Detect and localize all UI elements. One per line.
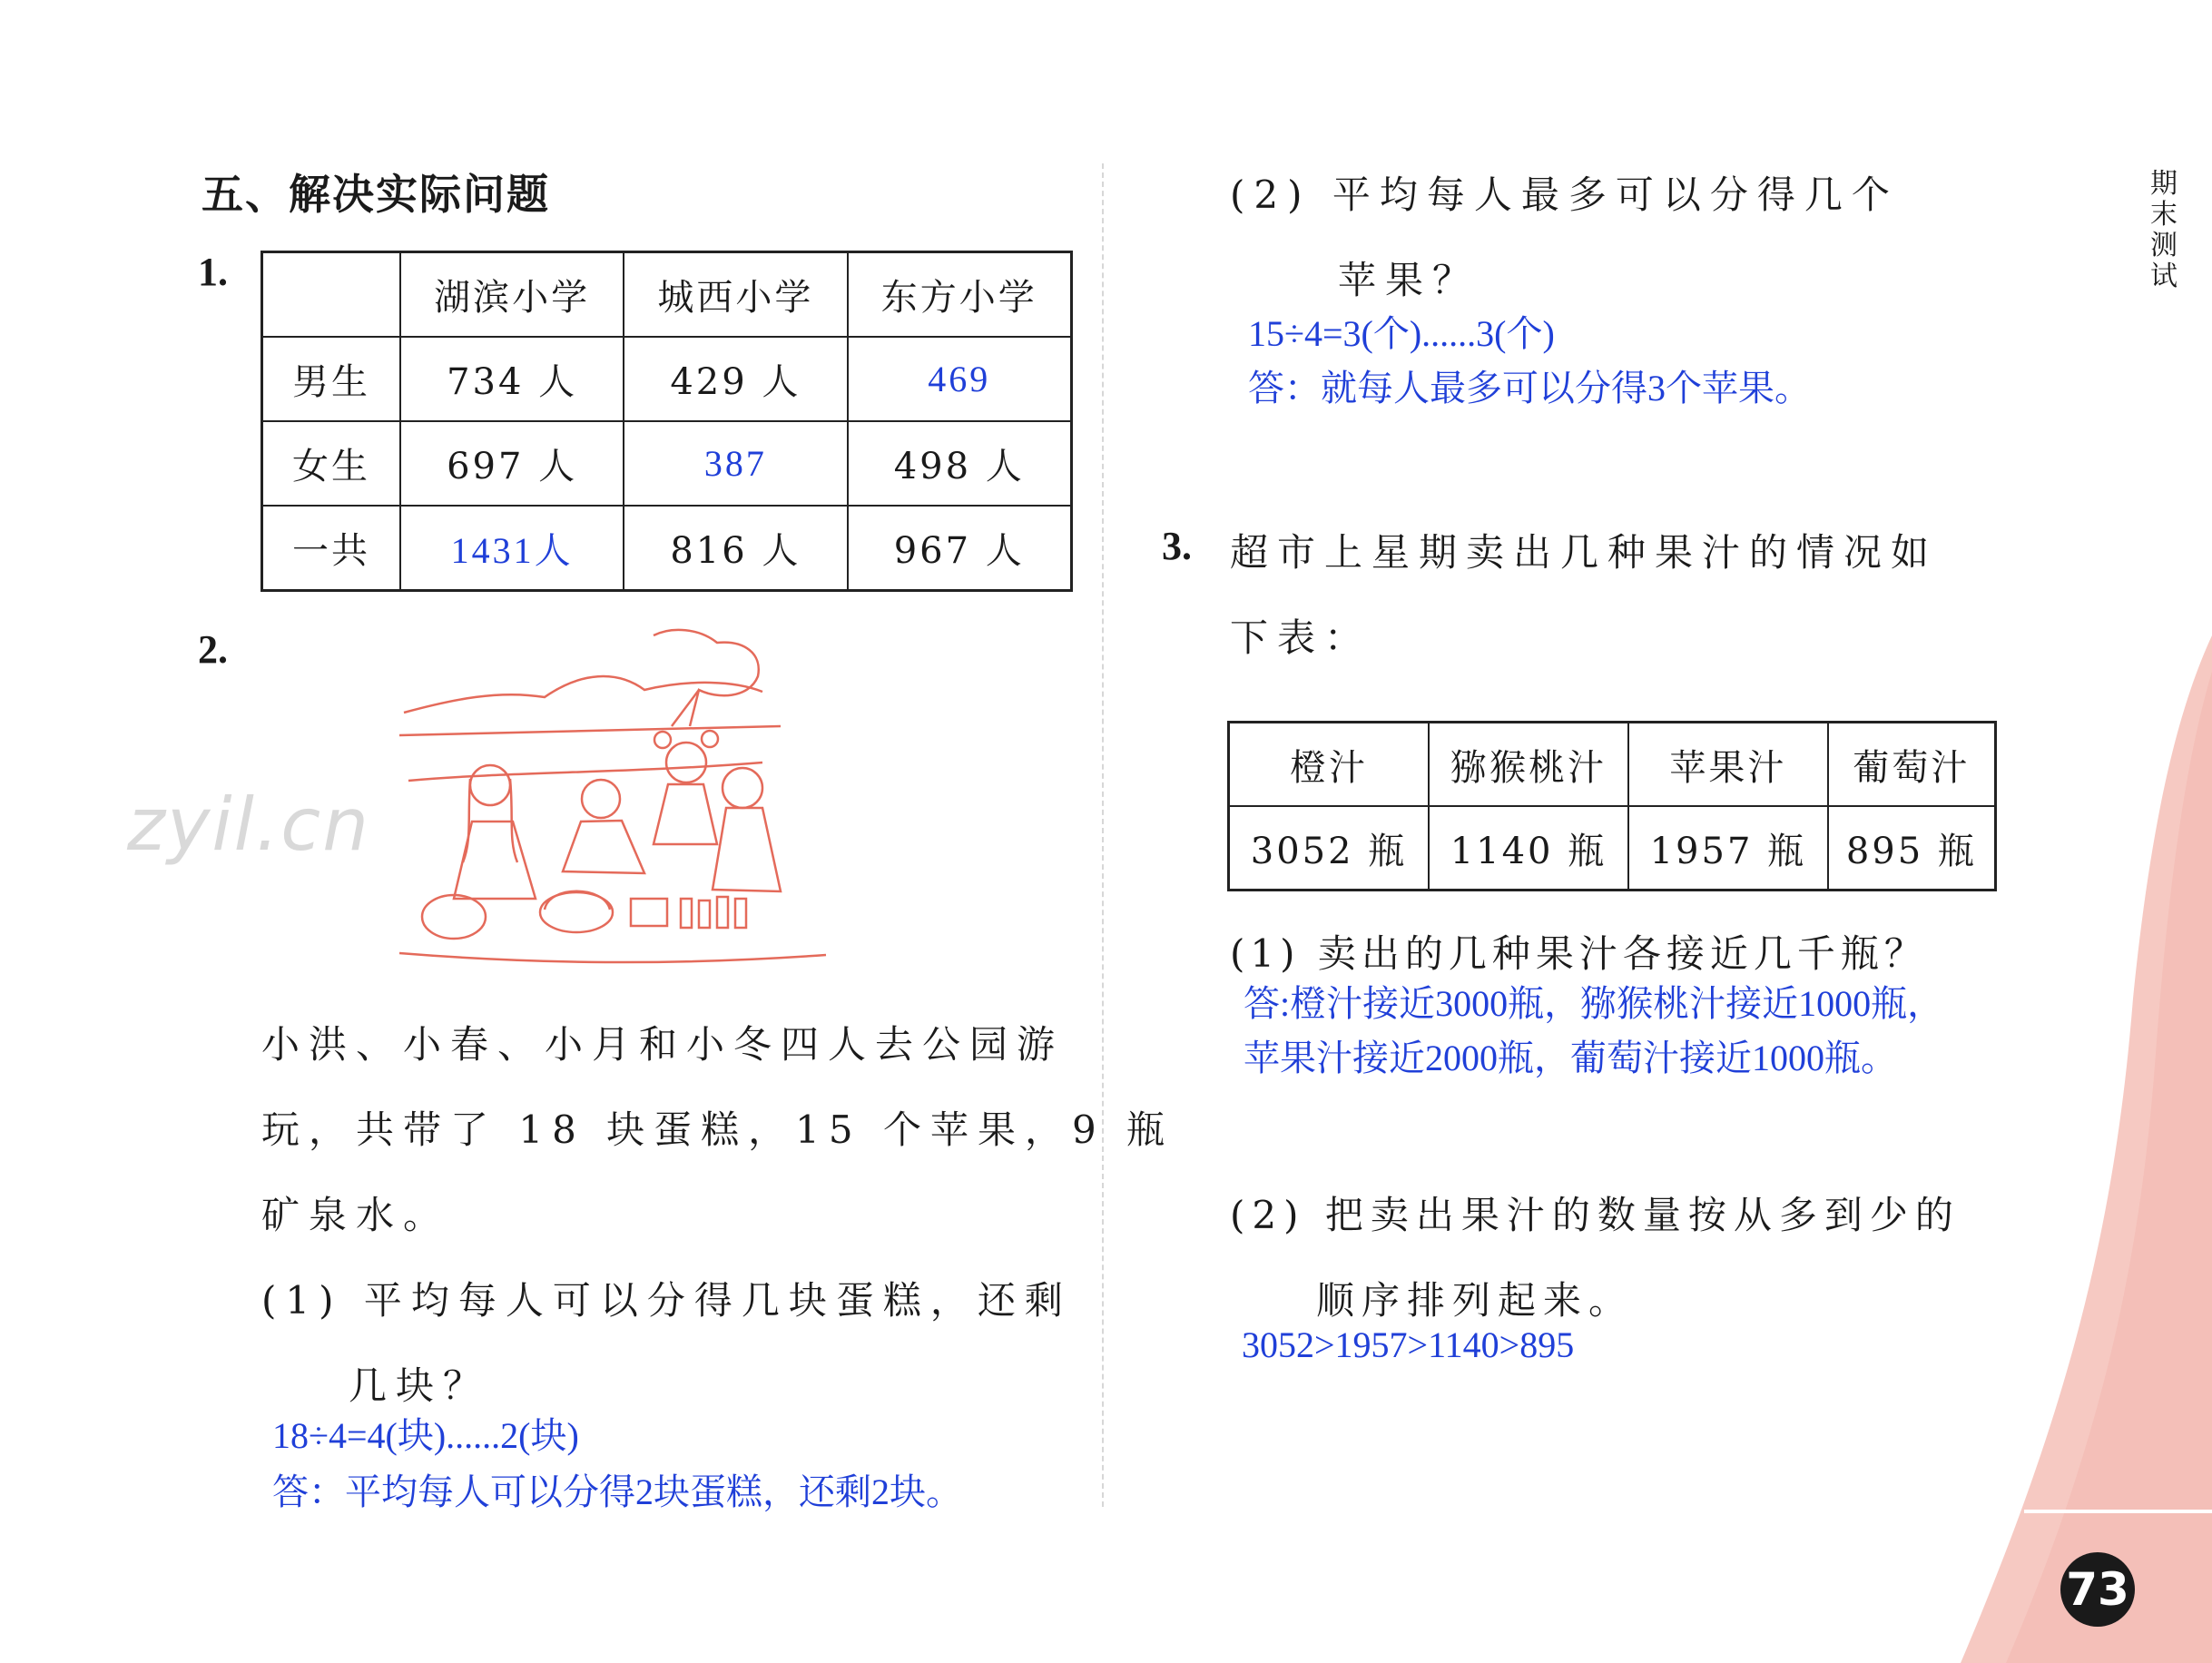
q3-sub1-answer-line-1: 答:橙汁接近3000瓶，猕猴桃汁接近1000瓶， [1244, 983, 1944, 1024]
table-cell: 816 人 [624, 506, 847, 591]
q2-text-line-2: 玩，共带了 18 块蛋糕，15 个苹果，9 瓶 [261, 1107, 1175, 1152]
row-label: 女生 [262, 421, 401, 506]
table-cell: 1957 瓶 [1628, 806, 1828, 891]
q3-text-line-2: 下表： [1230, 615, 1372, 660]
table-cell: 3052 瓶 [1229, 806, 1430, 891]
q3-sub1-text: (1) 卖出的几种果汁各接近几千瓶？ [1230, 931, 1928, 976]
q2-sub1-answer-text: 答：平均每人可以分得2块蛋糕，还剩2块。 [272, 1471, 962, 1512]
table-cell: 895 瓶 [1828, 806, 1996, 891]
table-cell: 734 人 [400, 337, 624, 421]
q3-text-line-1: 超市上星期卖出几种果汁的情况如 [1230, 530, 1939, 575]
picnic-illustration [399, 626, 835, 980]
table-header-cell: 苹果汁 [1628, 723, 1828, 807]
question-3-label: 3. [1162, 524, 1192, 568]
section-title: 五、解决实际问题 [202, 170, 550, 219]
q2-text-line-1: 小洪、小春、小月和小冬四人去公园游 [261, 1022, 1065, 1067]
table-row [1229, 806, 1996, 891]
side-tab-char: 试 [2150, 261, 2178, 292]
table-row [1229, 723, 1996, 807]
q3-sub2-line-2: 顺序排列起来。 [1316, 1278, 1635, 1323]
table-cell: 498 人 [848, 421, 1072, 506]
table-cell-answer: 469 [848, 337, 1072, 421]
table-row [262, 337, 1072, 421]
table-header-cell: 东方小学 [848, 252, 1072, 338]
q3-sub1-answer-line-2: 苹果汁接近2000瓶，葡萄汁接近1000瓶。 [1244, 1038, 1897, 1078]
juice-sales-table [1227, 721, 1997, 891]
q2-sub1-answer-calc: 18÷4=4(块)......2(块) [272, 1415, 579, 1456]
table-row [262, 421, 1072, 506]
row-label: 一共 [262, 506, 401, 591]
side-tab-label [2144, 169, 2184, 292]
question-2-label: 2. [198, 627, 228, 672]
table-header-cell [262, 252, 401, 338]
table-cell: 697 人 [400, 421, 624, 506]
q2-sub1-line-2: 几块？ [349, 1363, 491, 1408]
table-header-cell: 城西小学 [624, 252, 847, 338]
side-tab-char: 测 [2150, 230, 2178, 261]
q2-sub2-line-2: 苹果？ [1338, 258, 1480, 302]
q3-sub2-answer: 3052>1957>1140>895 [1242, 1324, 1575, 1365]
page-fold [1102, 163, 1109, 1507]
table-row [262, 506, 1072, 591]
table-header-cell: 猕猴桃汁 [1429, 723, 1628, 807]
q2-sub2-answer-text: 答：就每人最多可以分得3个苹果。 [1248, 368, 1811, 408]
q2-sub1-line-1: (1) 平均每人可以分得几块蛋糕，还剩 [261, 1278, 1072, 1323]
table-header-cell: 橙汁 [1229, 723, 1430, 807]
row-label: 男生 [262, 337, 401, 421]
table-cell: 429 人 [624, 337, 847, 421]
table-row [262, 252, 1072, 338]
q2-sub2-line-1: (2) 平均每人最多可以分得几个 [1230, 172, 1899, 217]
q2-text-line-3: 矿泉水。 [261, 1193, 451, 1237]
page-number: 73 [2060, 1552, 2135, 1627]
table-header-cell: 葡萄汁 [1828, 723, 1996, 807]
table-cell-answer: 1431人 [400, 506, 624, 591]
q3-sub2-line-1: (2) 把卖出果汁的数量按从多到少的 [1230, 1193, 1961, 1237]
side-tab-char: 期 [2150, 168, 2178, 200]
table-cell-answer: 387 [624, 421, 847, 506]
question-1-label: 1. [198, 250, 228, 294]
table-header-cell: 湖滨小学 [400, 252, 624, 338]
q2-sub2-answer-calc: 15÷4=3(个)......3(个) [1248, 313, 1555, 354]
table-cell: 1140 瓶 [1429, 806, 1628, 891]
table-cell: 967 人 [848, 506, 1072, 591]
side-tab-char: 末 [2150, 199, 2178, 231]
watermark: zyil.cn [127, 782, 370, 867]
school-students-table [261, 251, 1073, 592]
